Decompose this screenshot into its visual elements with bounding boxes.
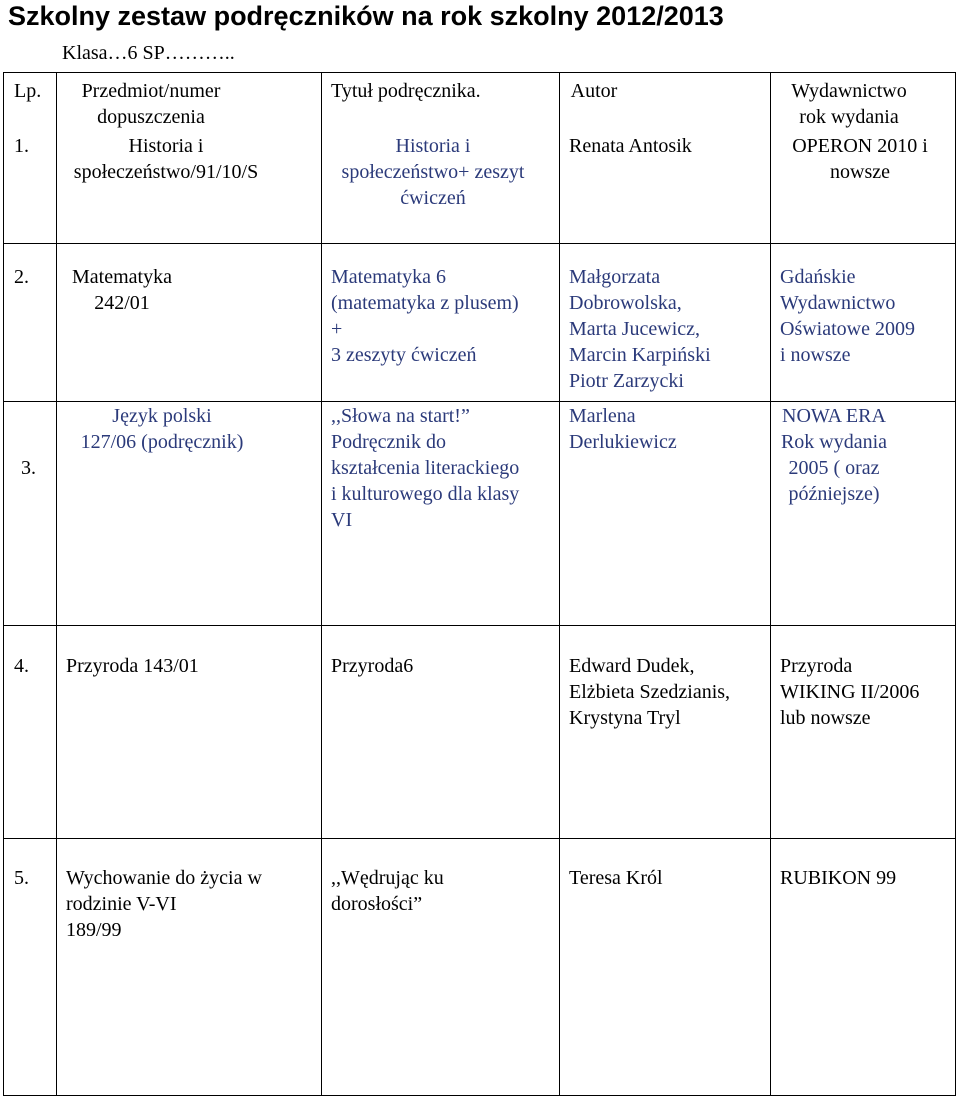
column-divider [56,73,57,1095]
row-publisher: OPERON 2010 i nowsze [792,135,928,183]
column-divider [321,73,322,1095]
row-subject: Język polski 127/06 (podręcznik) [80,405,244,453]
row-publisher: Gdańskie Wydawnictwo Oświatowe 2009 i nowsze [780,266,915,366]
column-divider [770,73,771,1095]
row-subject: Historia i społeczeństwo/91/10/S [73,135,259,183]
page-title: Szkolny zestaw podręczników na rok szkolny 2012/2013 [8,1,724,31]
header-lp: Lp. [14,80,42,102]
row-book-title: ,,Wędrując ku dorosłości” [331,867,444,915]
row-divider [4,401,955,402]
row-lp: 5. [14,867,29,889]
row-author: Marlena Derlukiewicz [569,405,677,453]
class-label: Klasa…6 SP……….. [62,42,235,64]
row-lp: 1. [14,135,29,157]
row-author: Edward Dudek, Elżbieta Szedzianis, Krystyna Tryl [569,655,731,729]
row-divider [4,625,955,626]
row-book-title: Historia i społeczeństwo+ zeszyt ćwiczeń [341,135,525,209]
row-publisher: Przyroda WIKING II/2006 lub nowsze [780,655,920,729]
row-book-title: Matematyka 6 (matematyka z plusem) + 3 zeszyty ćwiczeń [331,266,519,366]
row-book-title: Przyroda6 [331,655,414,677]
row-author: Teresa Król [569,867,663,889]
row-subject: Przyroda 143/01 [66,655,199,677]
row-divider [4,838,955,839]
row-subject: Matematyka 242/01 [72,266,172,314]
row-subject: Wychowanie do życia w rodzinie V-VI 189/99 [66,867,262,941]
row-lp: 3. [21,457,36,479]
row-lp: 4. [14,655,29,677]
header-publisher: Wydawnictwo rok wydania [791,80,907,128]
row-book-title: ,,Słowa na start!” Podręcznik do kształcenia literackiego i kulturowego dla klasy VI [331,405,520,531]
row-publisher: NOWA ERA Rok wydania 2005 ( oraz późniejsze) [780,405,888,505]
row-publisher: RUBIKON 99 [780,867,897,889]
header-author: Autor [570,80,618,102]
row-divider [4,243,955,244]
row-lp: 2. [14,266,29,288]
header-subject: Przedmiot/numer dopuszczenia [81,80,221,128]
row-author: Małgorzata Dobrowolska, Marta Jucewicz, Marcin Karpiński Piotr Zarzycki [569,266,711,392]
textbook-table [3,72,956,1096]
header-book-title: Tytuł podręcznika. [331,80,481,102]
row-author: Renata Antosik [569,135,692,157]
column-divider [559,73,560,1095]
